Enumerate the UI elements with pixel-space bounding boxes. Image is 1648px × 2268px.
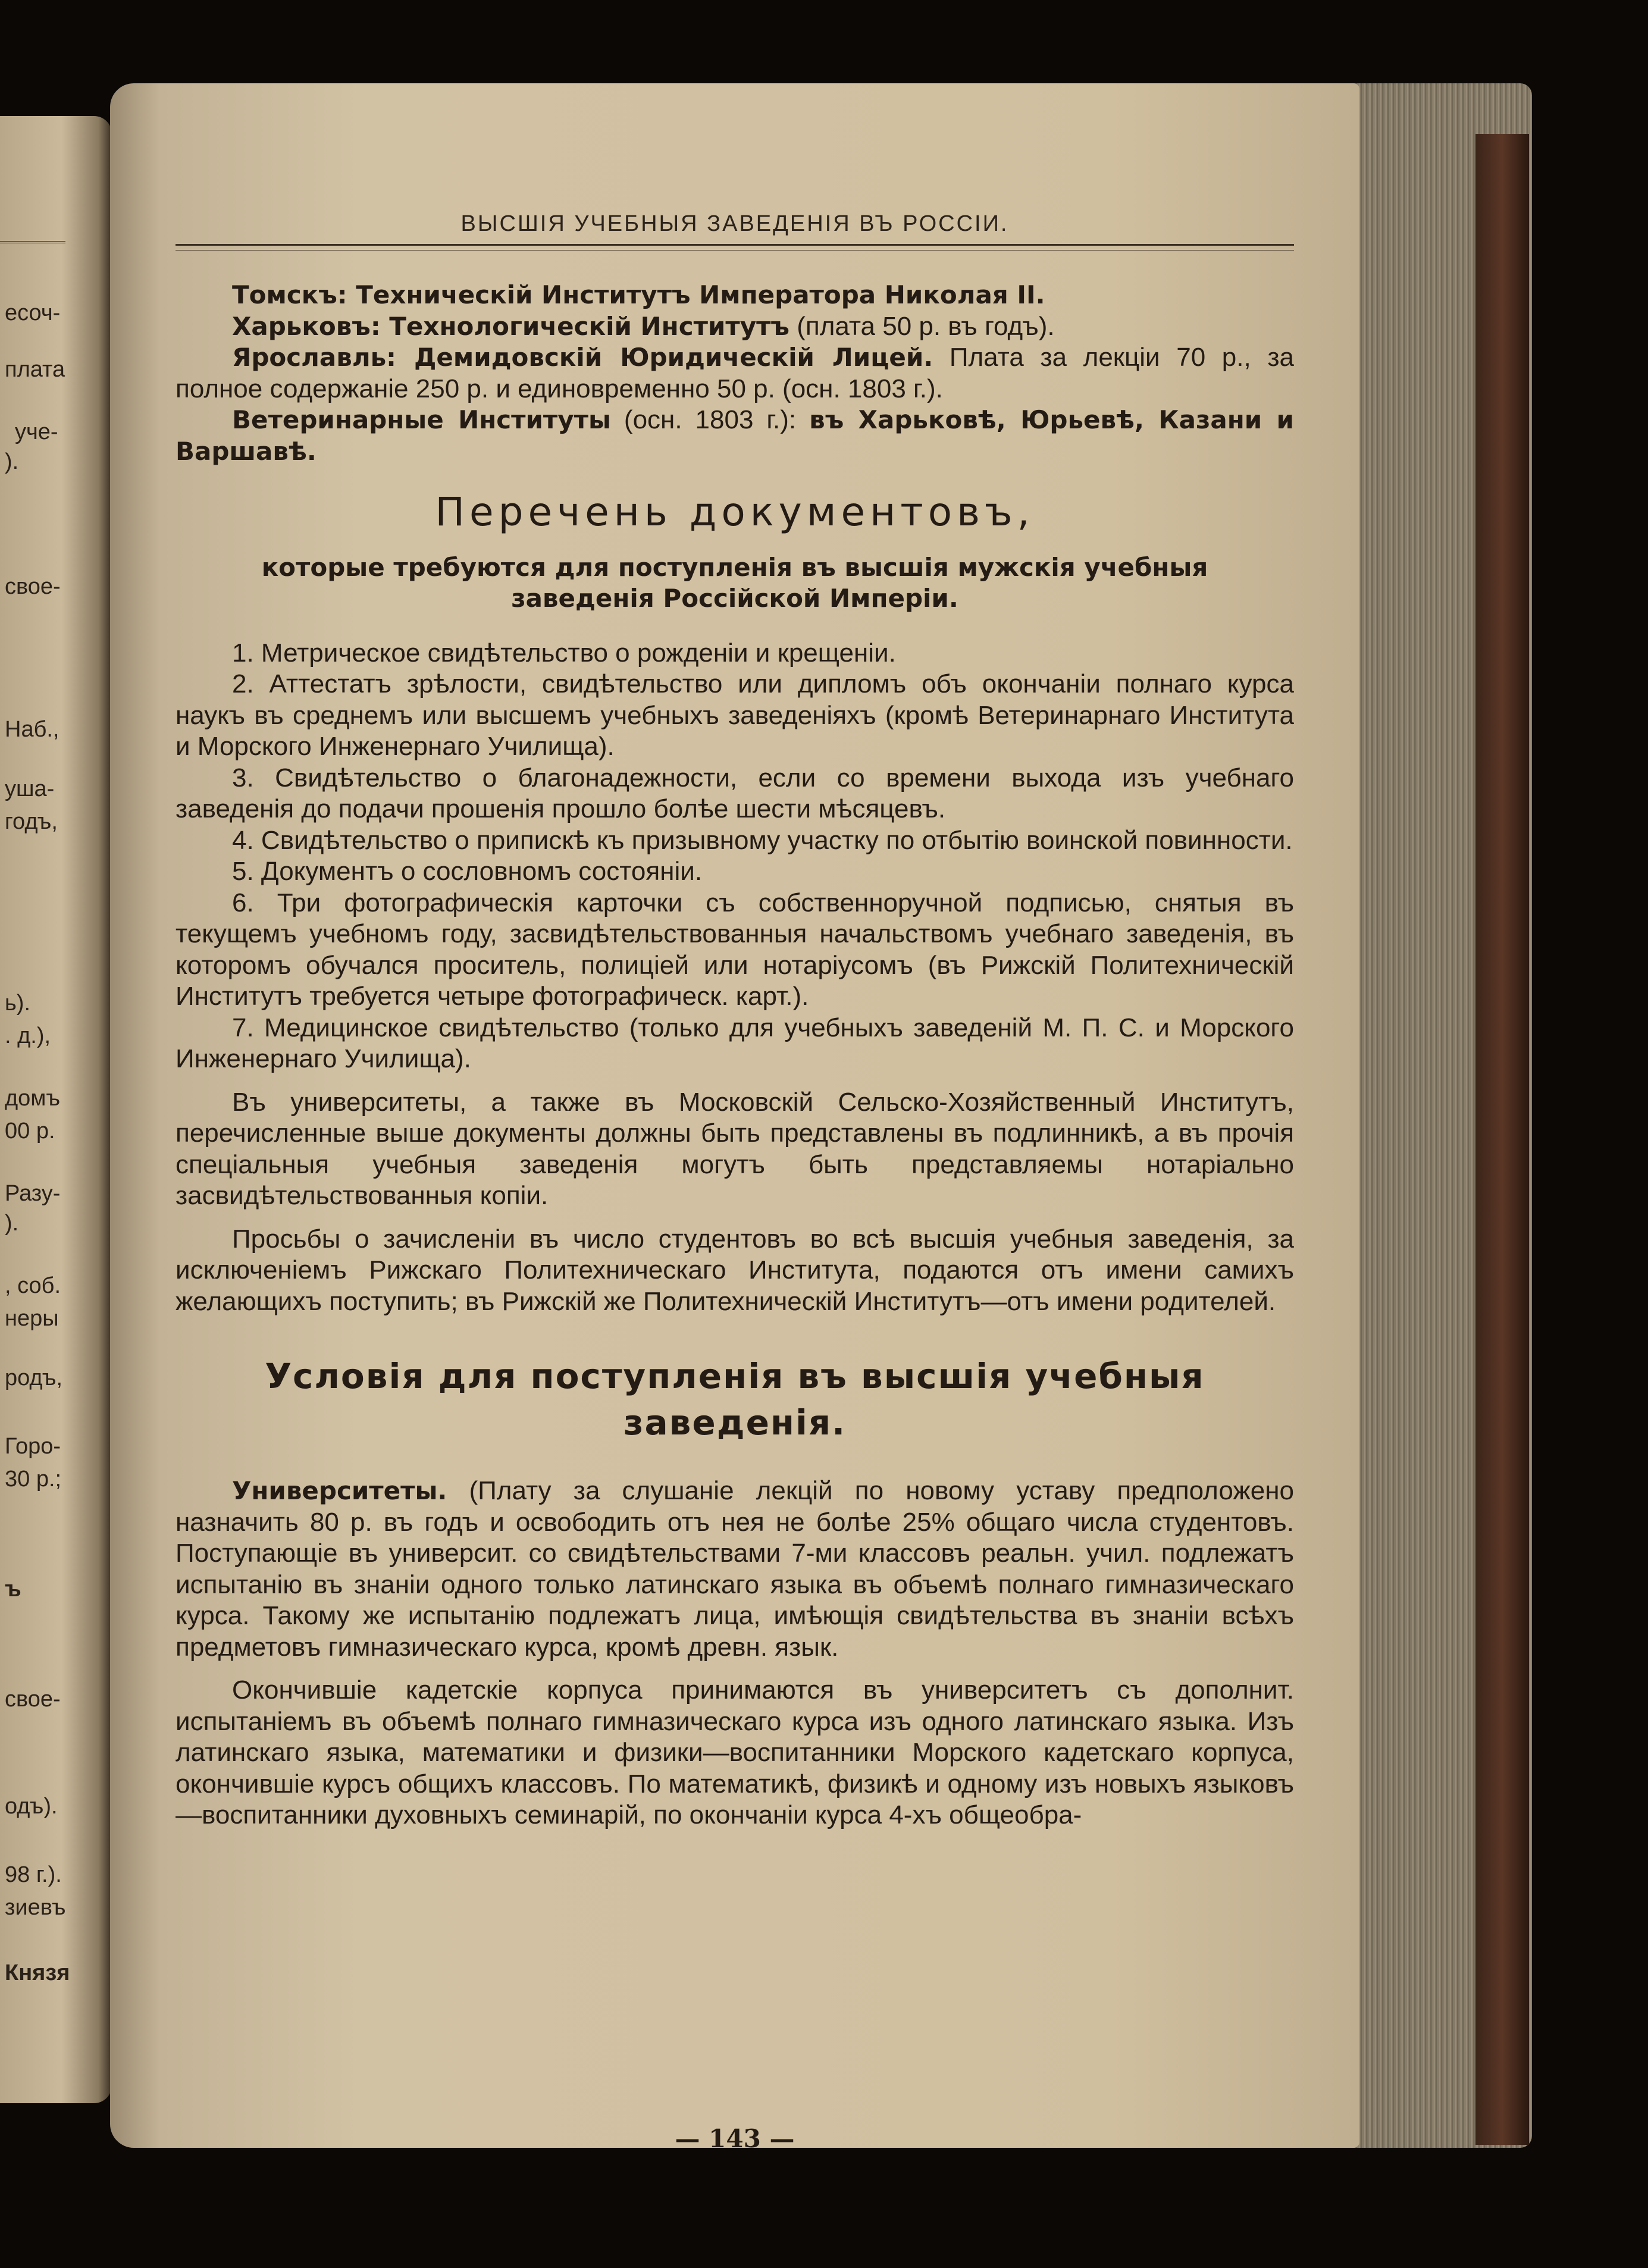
documents-paragraph-requests: Просьбы о зачисленіи въ число студентовъ во всѣ высшія учебныя заведенія, за исключеніемъ Рижскаго Политехническаго Института, подаются отъ имени самихъ желающихъ поступить; въ Рижскій же Политехническій Институтъ—отъ имени родителей. xyxy=(176,1224,1294,1316)
left-fragment: плата xyxy=(5,357,65,382)
document-item: 2. Аттестатъ зрѣлости, свидѣтельство или дипломъ объ окончаніи полнаго курса наукъ въ среднемъ или высшемъ учебныхъ заведеніяхъ (кромѣ Ветеринарнаго Института и Морского Инженернаго Училища). xyxy=(176,669,1294,761)
left-page-rule xyxy=(0,241,65,243)
book-cover xyxy=(1475,134,1529,2145)
left-fragment: уша- xyxy=(5,776,55,801)
left-fragment: одъ). xyxy=(5,1794,58,1819)
left-fragment: . д.), xyxy=(5,1023,51,1048)
universities-paragraph: Университеты. (Плату за слушаніе лекцій по новому уставу предположено назначить 80 р. въ годъ и освободить отъ нея не болѣе 25% общаго числа студентовъ. Поступающіе въ университ. со свидѣтельствами 7-ми классовъ реальн. учил. подлежатъ испытанію въ знаніи одного только латинскаго языка въ объемѣ полнаго гимназическаго курса. Такому же испытанію подлежатъ лица, имѣющія свидѣтельства въ знаніи всѣхъ предметовъ гимназическаго курса, кромѣ древн. язык. xyxy=(176,1476,1294,1662)
left-fragment: ). xyxy=(5,449,19,474)
left-fragment: , соб. xyxy=(5,1273,61,1298)
left-fragment: 00 р. xyxy=(5,1119,55,1144)
document-item: 3. Свидѣтельство о благонадежности, если со времени выхода изъ учебнаго заведенія до подачи прошенія прошло болѣе шести мѣсяцевъ. xyxy=(176,763,1294,823)
left-fragment: Горо- xyxy=(5,1434,61,1459)
cadets-paragraph: Окончившіе кадетскіе корпуса принимаются въ университетъ съ дополнит. испытаніемъ въ объемѣ полнаго гимназическаго курса изъ одного латинскаго языка. Изъ латинскаго языка, математики и физики—воспитанники Морского кадетскаго корпуса, окончившіе курсъ общихъ классовъ. По математикѣ, физикѣ и одному изъ новыхъ языковъ—воспитанники духовныхъ семинарій, по окончаніи курса 4-хъ общеобра- xyxy=(176,1675,1294,1830)
document-item: 6. Три фотографическія карточки съ собственноручной подписью, снятыя въ текущемъ учебномъ году, засвидѣтельствованныя начальствомъ учебнаго заведенія, въ которомъ обучался проситель, полиціей или нотаріусомъ (въ Рижскій Политехническій Институтъ требуется четыре фотографическ. карт.). xyxy=(176,888,1294,1011)
left-fragment: неры xyxy=(5,1306,59,1331)
page-body xyxy=(176,280,1294,1831)
left-fragment: ь). xyxy=(5,991,31,1016)
institute-tomsk: Томскъ: Техническій Институтъ Императора Николая II. xyxy=(232,280,1045,309)
left-fragment: Князя xyxy=(5,1960,70,1985)
left-fragment: зиевъ xyxy=(5,1895,66,1920)
left-fragment: есоч- xyxy=(5,300,61,325)
institute-veterinary: Ветеринарные Институты (осн. 1803 г.): въ Харьковѣ, Юрьевѣ, Казани и Варшавѣ. xyxy=(176,405,1294,466)
left-fragment: свое- xyxy=(5,1687,61,1712)
documents-paragraph-originals: Въ университеты, а также въ Московскій Сельско-Хозяйственный Институтъ, перечисленные выше документы должны быть представлены въ подлинникѣ, а въ прочія спеціальныя учебныя заведенія могутъ быть представляемы нотаріально засвидѣтельствованныя копіи. xyxy=(176,1087,1294,1210)
book-page xyxy=(110,83,1359,2153)
running-head: ВЫСШІЯ УЧЕБНЫЯ ЗАВЕДЕНІЯ ВЪ РОССІИ. xyxy=(460,211,1009,236)
conditions-title: Условія для поступленія въ высшія учебныя заведенія. xyxy=(265,1356,1205,1443)
left-fragment: 30 р.; xyxy=(5,1467,62,1492)
page-number: — 143 — xyxy=(675,2124,795,2153)
left-fragment: Наб., xyxy=(5,717,59,742)
documents-title: Перечень документовъ, xyxy=(435,489,1035,535)
left-fragment: уче- xyxy=(15,419,58,444)
institute-kharkov: Харьковъ: Технологическій Институтъ (плата 50 р. въ годъ). xyxy=(232,311,1055,341)
document-item: 7. Медицинское свидѣтельство (только для учебныхъ заведеній М. П. С. и Морского Инженернаго Училища). xyxy=(176,1013,1294,1073)
document-item: 1. Метрическое свидѣтельство о рожденіи и крещеніи. xyxy=(232,638,896,668)
document-item: 4. Свидѣтельство о припискѣ къ призывному участку по отбытію воинской повинности. xyxy=(232,825,1293,855)
left-fragment: ъ xyxy=(5,1577,21,1602)
header-rule xyxy=(176,244,1294,246)
document-item: 5. Документъ о сословномъ состояніи. xyxy=(232,857,703,886)
left-fragment: 98 г.). xyxy=(5,1862,62,1887)
left-fragment: Разу- xyxy=(5,1181,61,1206)
left-fragment: годъ, xyxy=(5,809,58,834)
left-fragment: домъ xyxy=(5,1086,61,1111)
left-fragment: свое- xyxy=(5,574,61,599)
documents-subtitle: которые требуются для поступленія въ высшія мужскія учебныя заведенія Россійской Имперіи. xyxy=(261,552,1208,613)
left-page-edge xyxy=(0,116,112,2103)
left-fragment: родъ, xyxy=(5,1365,63,1390)
institute-yaroslavl: Ярославль: Демидовскій Юридическій Лицей. Плата за лекціи 70 р., за полное содержаніе 250 р. и единовременно 50 р. (осн. 1803 г.). xyxy=(176,343,1294,403)
left-fragment: ). xyxy=(5,1211,19,1236)
